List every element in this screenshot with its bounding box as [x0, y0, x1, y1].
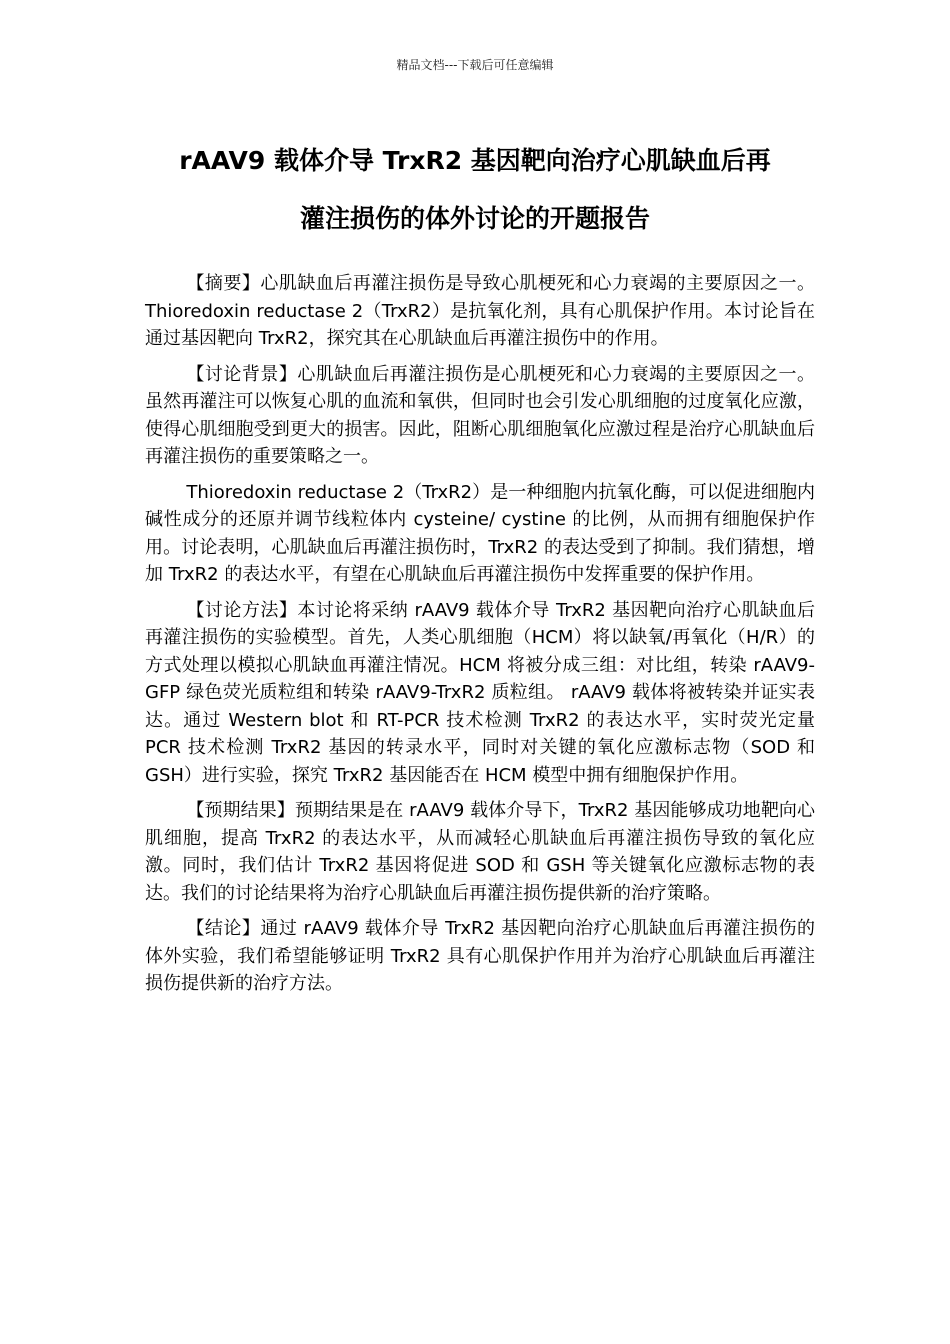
- abstract-paragraph: 【摘要】心肌缺血后再灌注损伤是导致心肌梗死和心力衰竭的主要原因之一。Thioredoxin reductase 2（TrxR2）是抗氧化剂，具有心肌保护作用。本讨论旨在通过基因靶向 TrxR2，探究其在心肌缺血后再灌注损伤中的作用。: [145, 273, 815, 349]
- expected-results-paragraph: 【预期结果】预期结果是在 rAAV9 载体介导下，TrxR2 基因能够成功地靶向心肌细胞，提高 TrxR2 的表达水平，从而减轻心肌缺血后再灌注损伤导致的氧化应激。同时，我们估计 TrxR2 基因将促进 SOD 和 GSH 等关键氧化应激标志物的表达。我们的讨论结果将为治疗心肌缺血后再灌注损伤提供新的治疗策略。: [145, 800, 815, 904]
- background-paragraph-2: Thioredoxin reductase 2（TrxR2）是一种细胞内抗氧化酶，可以促进细胞内碱性成分的还原并调节线粒体内 cysteine/ cystine 的比例，从而拥有细胞保护作用。讨论表明，心肌缺血后再灌注损伤时，TrxR2 的表达受到了抑制。我们猜想，增加 TrxR2 的表达水平，有望在心肌缺血后再灌注损伤中发挥重要的保护作用。: [145, 481, 815, 585]
- document-title: [60, 132, 890, 248]
- background-paragraph: 【讨论背景】心肌缺血后再灌注损伤是心肌梗死和心力衰竭的主要原因之一。虽然再灌注可以恢复心肌的血流和氧供，但同时也会引发心肌细胞的过度氧化应激，使得心肌细胞受到更大的损害。因此，阻断心肌细胞氧化应激过程是治疗心肌缺血后再灌注损伤的重要策略之一。: [145, 363, 815, 467]
- document-body: [145, 270, 815, 1006]
- title-line-2: 灌注损伤的体外讨论的开题报告: [299, 204, 650, 233]
- header-note: 精品文档---下载后可任意编辑: [396, 58, 554, 72]
- title-line-1: rAAV9 载体介导 TrxR2 基因靶向治疗心肌缺血后再: [179, 146, 771, 175]
- methods-paragraph: 【讨论方法】本讨论将采纳 rAAV9 载体介导 TrxR2 基因靶向治疗心肌缺血后再灌注损伤的实验模型。首先，人类心肌细胞（HCM）将以缺氧/再氧化（H/R）的方式处理以模拟心肌缺血再灌注情况。HCM 将被分成三组：对比组，转染 rAAV9-GFP 绿色荧光质粒组和转染 rAAV9-TrxR2 质粒组。 rAAV9 载体将被转染并证实表达。通过 Western blot 和 RT-PCR 技术检测 TrxR2 的表达水平，实时荧光定量 PCR 技术检测 TrxR2 基因的转录水平，同时对关键的氧化应激标志物（SOD 和 GSH）进行实验，探究 TrxR2 基因能否在 HCM 模型中拥有细胞保护作用。: [145, 599, 815, 786]
- conclusion-paragraph: 【结论】通过 rAAV9 载体介导 TrxR2 基因靶向治疗心肌缺血后再灌注损伤的体外实验，我们希望能够证明 TrxR2 具有心肌保护作用并为治疗心肌缺血后再灌注损伤提供新的治疗方法。: [145, 918, 815, 994]
